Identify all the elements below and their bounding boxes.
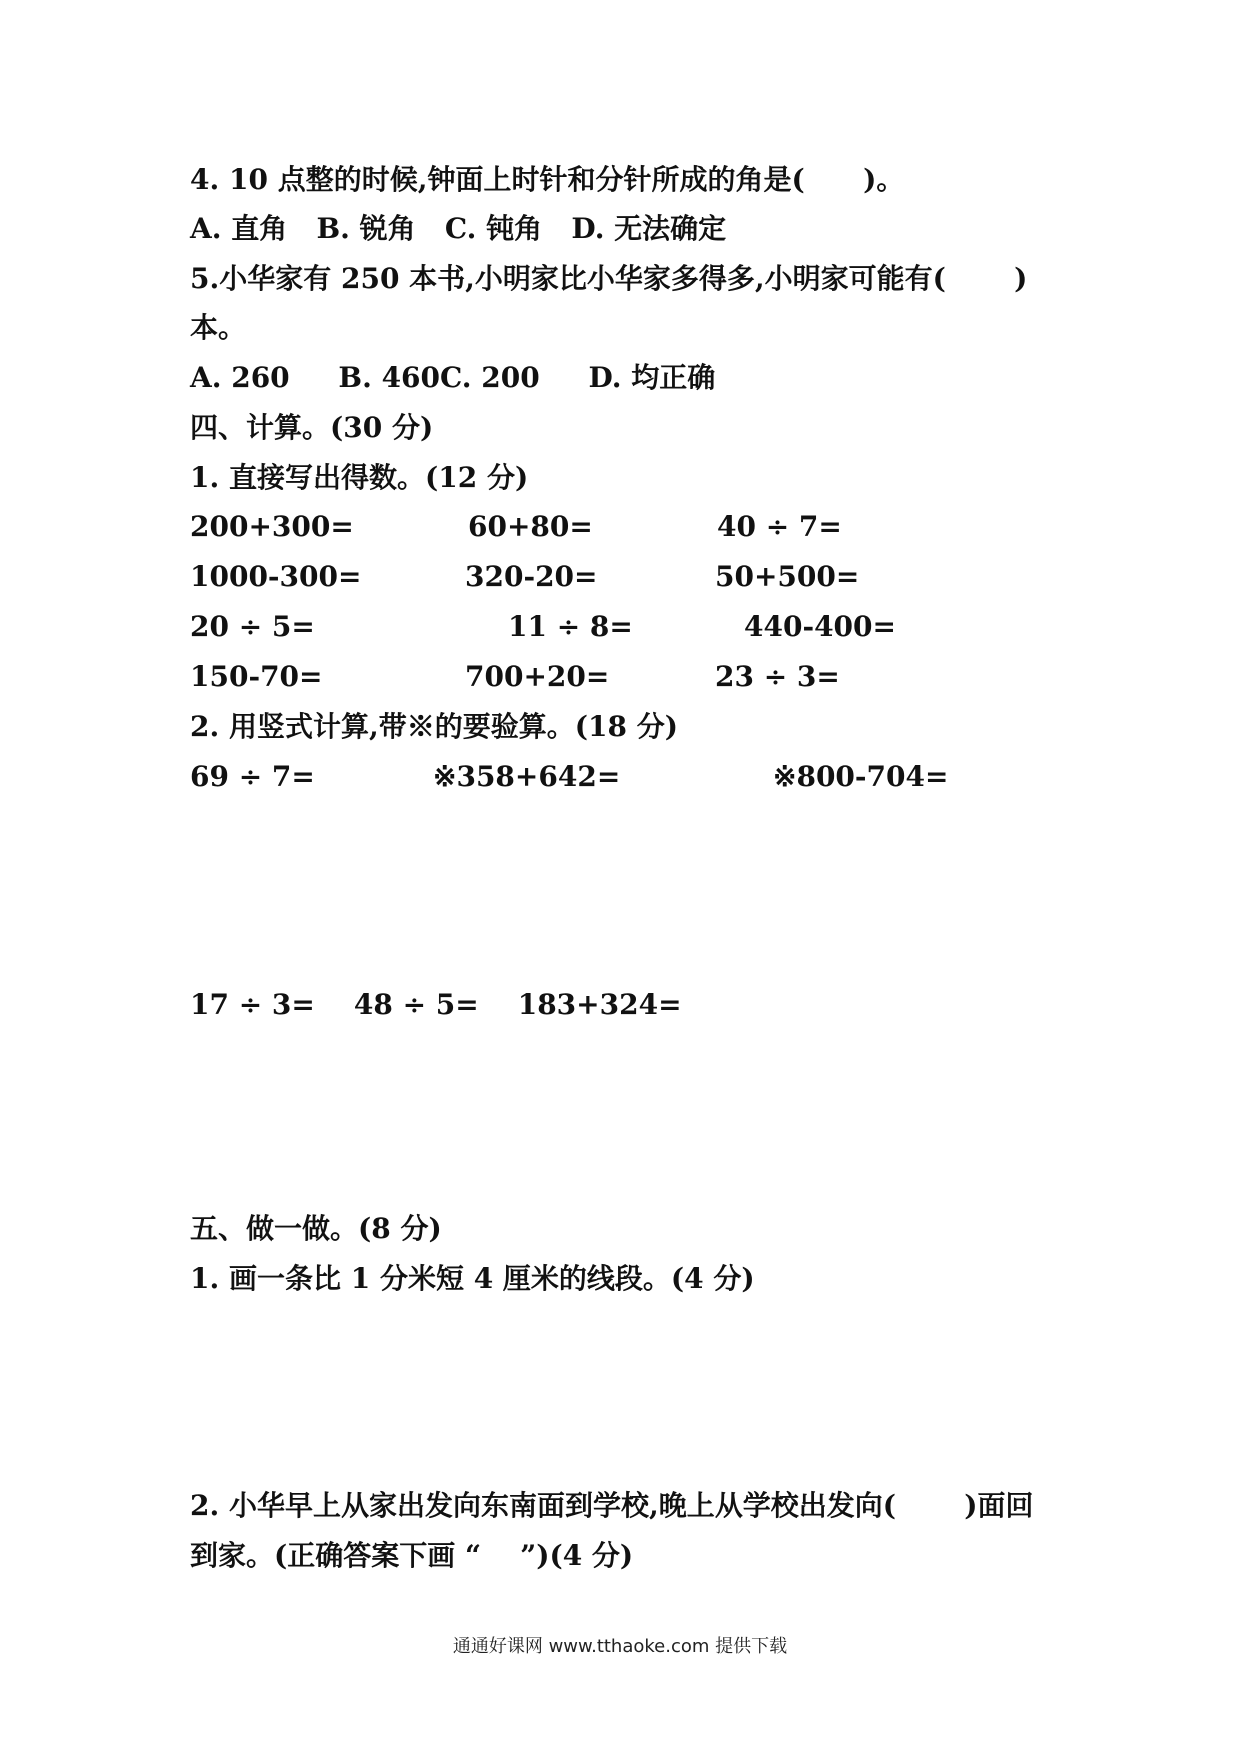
vertical-calc-3: ※800-704= [773, 760, 949, 793]
section5-q2-line2: 到家。(正确答案下画 “ ”)(4 分) [190, 1539, 634, 1572]
calc-r2-c1: 1000-300= [190, 560, 362, 593]
q5-stem-line2: 本。 [190, 311, 247, 344]
calc-r3-c2: 11 ÷ 8= [508, 610, 633, 643]
calc-r1-c3: 40 ÷ 7= [717, 510, 842, 543]
q4-stem: 4. 10 点整的时候,钟面上时针和分针所成的角是( )。 [190, 163, 905, 196]
section5-q2-line1: 2. 小华早上从家出发向东南面到学校,晚上从学校出发向( )面回 [190, 1489, 1034, 1522]
vertical-calc-2: ※358+642= [433, 760, 621, 793]
section4-title: 四、计算。(30 分) [190, 411, 434, 444]
section4-part1-title: 1. 直接写出得数。(12 分) [190, 461, 529, 494]
q5-options: A. 260 B. 460C. 200 D. 均正确 [190, 361, 716, 394]
calc-r4-c3: 23 ÷ 3= [715, 660, 840, 693]
vertical-calc-row2: 17 ÷ 3= 48 ÷ 5= 183+324= [190, 988, 682, 1021]
section4-part2-title: 2. 用竖式计算,带※的要验算。(18 分) [190, 710, 678, 743]
q4-options: A. 直角 B. 锐角 C. 钝角 D. 无法确定 [190, 212, 727, 245]
vertical-calc-1: 69 ÷ 7= [190, 760, 315, 793]
q5-stem-line1: 5.小华家有 250 本书,小明家比小华家多得多,小明家可能有( ) [190, 262, 1028, 295]
section5-q1: 1. 画一条比 1 分米短 4 厘米的线段。(4 分) [190, 1262, 755, 1295]
calc-r4-c2: 700+20= [465, 660, 610, 693]
calc-r3-c3: 440-400= [744, 610, 896, 643]
footer-source: 通通好课网 www.tthaoke.com 提供下载 [452, 1636, 788, 1657]
calc-r2-c3: 50+500= [715, 560, 860, 593]
calc-r4-c1: 150-70= [190, 660, 323, 693]
section5-title: 五、做一做。(8 分) [190, 1212, 442, 1245]
calc-r2-c2: 320-20= [465, 560, 598, 593]
calc-r1-c2: 60+80= [468, 510, 593, 543]
calc-r3-c1: 20 ÷ 5= [190, 610, 315, 643]
calc-r1-c1: 200+300= [190, 510, 354, 543]
